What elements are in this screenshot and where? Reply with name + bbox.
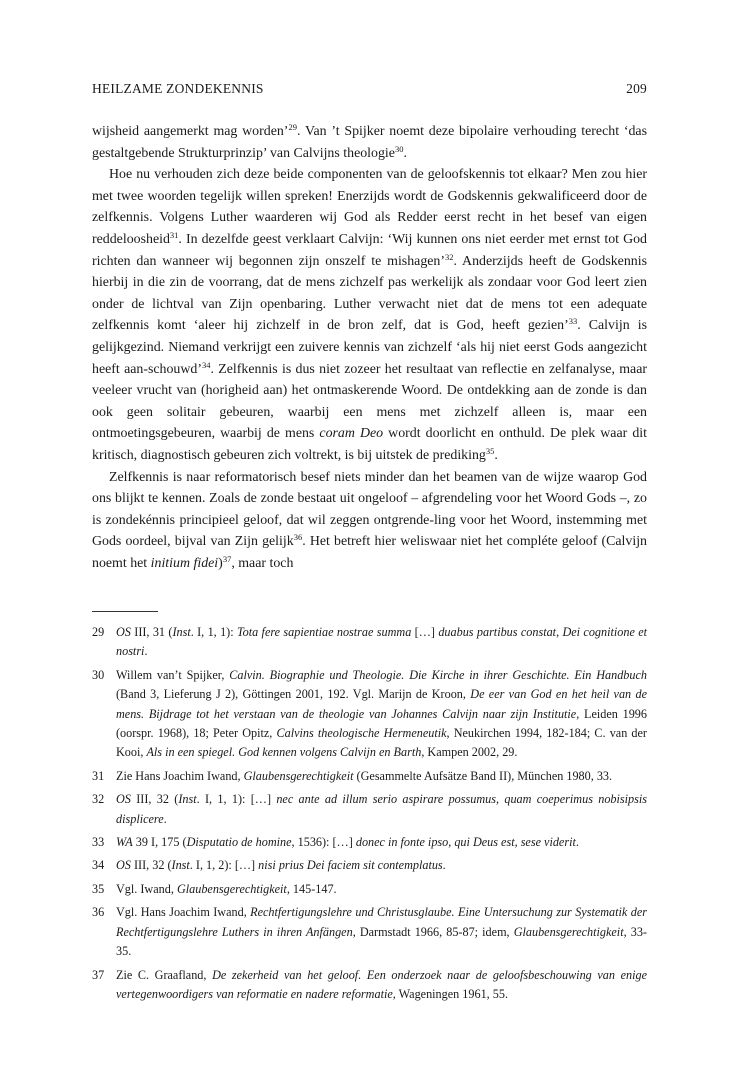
text-run: , 1536): […] (291, 835, 356, 850)
text-run: . Calvijn is gelijkgezind. Niemand verkrijgt een zuivere kennis van zichzelf ‘als hij niet eerst Gods aangezicht heeft aan-schouwd’ (92, 318, 647, 377)
italic-run: Glaubensgerechtigkeit (513, 924, 624, 939)
footnote-text (116, 767, 647, 786)
text-run: . In dezelfde geest verklaart Calvijn: ‘Wij kunnen ons niet eerder met ernst tot God richten dan wanneer wij begonnen zijn onszelf te mishagen’ (92, 231, 647, 269)
italic-run: Inst (172, 625, 191, 639)
text-run: , Neukirchen 1994, 182-184; C. van der Kooi, (116, 726, 647, 760)
footnote-number: 35 (92, 881, 105, 896)
footnote-number: 30 (92, 667, 105, 682)
italic-run: donec in fonte ipso, qui Deus est, sese viderit (355, 835, 576, 850)
italic-run: initium fidei (150, 555, 219, 571)
footnote-ref-33[interactable]: 33 (568, 316, 578, 327)
text-run: . I, 1, 1): (190, 625, 237, 639)
text-run: 39 I, 175 ( (132, 835, 187, 850)
text-run: […] (411, 625, 439, 639)
italic-run: Inst (171, 858, 190, 873)
footnote-ref-30[interactable]: 30 (394, 143, 404, 154)
italic-run: Disputatio de homine (186, 835, 292, 850)
italic-run: duabus partibus constat, Dei cognitione et nostri (116, 625, 648, 659)
footnote-30 (92, 666, 647, 763)
text-run: . (163, 811, 167, 826)
text-run: , 33-35. (116, 924, 647, 959)
text-run: . (144, 644, 148, 659)
footnote-text (116, 880, 647, 899)
running-title: HEILZAME ZONDEKENNIS (92, 81, 264, 96)
text-run: III, 32 ( (130, 792, 179, 807)
footnote-number: 29 (92, 625, 105, 639)
text-run: wordt doorlicht en onthuld. De plek waar dit kritisch, diagnostisch gebeuren zich voltrekt, is bij uitstek de prediking (92, 426, 647, 463)
page-number: 209 (626, 81, 647, 96)
italic-run: Tota fere sapientiae nostrae summa (236, 625, 412, 639)
text-run: . (575, 835, 579, 850)
text-run: . I, 1, 1): […] (196, 792, 277, 807)
italic-run: Inst (178, 792, 197, 807)
italic-run: coram Deo (319, 426, 384, 442)
text-run: III, 32 ( (130, 858, 172, 873)
footnote-34 (92, 856, 647, 875)
footnote-number: 31 (92, 768, 105, 783)
italic-run: Calvins theologische Hermeneutik (276, 726, 447, 741)
italic-run: nisi prius Dei faciem sit contemplatus (258, 858, 443, 873)
footnote-ref-29[interactable]: 29 (288, 122, 297, 132)
text-run: wijsheid aangemerkt mag worden’ (92, 124, 289, 139)
footnote-text (116, 856, 647, 875)
footnote-text (116, 666, 647, 763)
text-run: , Kampen 2002, 29. (421, 745, 518, 760)
text-run: . (442, 858, 446, 873)
italic-run: Rechtfertigungslehre und Christusglaube. Eine Untersuchung zur Systematik der Rechtfertigungslehre Luthers in ihren Anfängen (116, 905, 647, 939)
footnote-text (116, 903, 647, 961)
text-run: , Wageningen 1961, 55. (392, 986, 508, 1001)
footnote-ref-31[interactable]: 31 (169, 229, 179, 240)
text-run: , Darmstadt 1966, 85-87; idem, (352, 924, 514, 939)
text-run: (Gesammelte Aufsätze Band II), München 1980, 33. (353, 768, 613, 783)
text-run: , Leiden 1996 (oorspr. 1968), 18; Peter Opitz, (116, 706, 647, 741)
footnote-ref-37[interactable]: 37 (222, 553, 232, 564)
footnote-text (116, 833, 647, 852)
footnote-ref-34[interactable]: 34 (201, 359, 211, 370)
text-run: . (494, 447, 498, 463)
text-run: (Band 3, Lieferung J 2), Göttingen 2001, 192. Vgl. Marijn de Kroon, (116, 687, 471, 702)
text-run: . (403, 145, 407, 161)
footnote-29 (92, 623, 647, 662)
footnote-number: 37 (92, 967, 105, 982)
footnote-33 (92, 833, 647, 852)
text-run: Vgl. Hans Joachim Iwand, (116, 905, 251, 920)
footnote-ref-36[interactable]: 36 (293, 532, 303, 543)
italic-run: De zekerheid van het geloof. Een onderzoek naar de geloofsbeschouwing van enige vertegenwoordigers van reformatie en nadere reformatie (116, 967, 647, 1001)
text-run: , maar toch (231, 555, 294, 571)
text-run: . Van ’t Spijker noemt deze bipolaire verhouding terecht ‘das gestaltgebende Strukturprinzip’ van Calvijns theologie (92, 124, 647, 161)
italic-run: Calvin. Biographie und Theologie. Die Kirche in ihrer Geschichte. Ein Handbuch (229, 667, 648, 682)
running-head (92, 81, 647, 97)
paragraph-3 (92, 467, 647, 575)
footnote-36 (92, 903, 647, 961)
text-run: III, 31 ( (130, 625, 173, 639)
italic-run: OS (116, 792, 131, 807)
footnotes (92, 623, 647, 1008)
text-run: Hoe nu verhouden zich deze beide componenten van de geloofskennis tot elkaar? Men zou hier met twee woorden tegelijk willen spreken! Enerzijds wordt de Godskennis gekwalificeerd door de zelfkennis. Volgens Luther waarderen wij God als Redder eerst recht in het besef van eigen reddeloosheid (92, 167, 647, 247)
italic-run: Glaubensgerechtigkeit (243, 768, 354, 783)
footnote-ref-32[interactable]: 32 (445, 251, 454, 262)
italic-run: Glaubensgerechtigkeit (176, 881, 287, 896)
footnote-separator (92, 611, 158, 612)
body-text (92, 121, 647, 574)
footnote-number: 33 (92, 835, 105, 850)
text-run: , 145-147. (286, 881, 337, 896)
italic-run: OS (116, 858, 131, 873)
text-run: Vgl. Iwand, (116, 881, 177, 896)
footnote-ref-35[interactable]: 35 (485, 445, 495, 456)
footnote-text (116, 966, 647, 1005)
italic-run: De eer van God en het heil van de mens. Bijdrage tot het verstaan van de theologie van Johannes Calvijn naar zijn Institutie (116, 687, 647, 721)
paragraph-1 (92, 121, 647, 164)
footnote-number: 32 (92, 792, 105, 807)
footnote-text (116, 790, 647, 829)
italic-run: WA (116, 835, 133, 850)
footnote-text (116, 623, 647, 662)
footnote-number: 36 (92, 905, 105, 920)
footnote-31 (92, 767, 647, 786)
text-run: Zie C. Graafland, (116, 967, 213, 982)
text-run: Zelfkennis is naar reformatorisch besef niets minder dan het beamen van de wijze waarop God ons blijkt te kennen. Zoals de zonde bestaat uit ongeloof – afgrendeling voor het Woord Gods –, zo is zondekénnis principieel geloof, dat wil zeggen ontgrende-ling voor het Woord, instemming met Gods oordeel, bijval van Zijn gelijk (92, 469, 647, 550)
footnote-32 (92, 790, 647, 829)
italic-run: OS (116, 625, 131, 639)
text-run: . Anderzijds heeft de Godskennis hierbij in die zin de voorrang, dat de mens zichzelf pas werkelijk als zondaar voor God leert zien onder de lichtval van Zijn openbaring. Luther verwacht niet dat de mens tot een adequate zelfkennis komt ‘aleer hij zichzelf in de bron zelf, dat is God, heeft gezien’ (92, 253, 647, 334)
footnote-37 (92, 966, 647, 1005)
italic-run: Als in een spiegel. God kennen volgens Calvijn en Barth (146, 745, 422, 760)
text-run: ) (218, 555, 223, 571)
text-run: . Zelfkennis is dus niet zozeer het resultaat van reflectie en zelfanalyse, maar veeleer vrucht van (horigheid aan) het ontmaskerende Woord. De ontdekking aan de zonde is dan ook geen solitair gebeuren, waarbij een mens met zichzelf alleen is, maar een ontmoetingsgebeuren, waarbij de mens (92, 361, 647, 442)
text-run: Willem van’t Spijker, (116, 667, 230, 682)
paragraph-2 (92, 164, 647, 466)
text-run: . I, 1, 2): […] (189, 858, 259, 873)
italic-run: nec ante ad illum serio aspirare possumus, quam coeperimus nobisipsis displicere (116, 792, 648, 826)
footnote-35 (92, 880, 647, 899)
text-run: Zie Hans Joachim Iwand, (116, 768, 244, 783)
text-run: . Het betreft hier weliswaar niet het compléte geloof (Calvijn noemt het (92, 534, 647, 571)
footnote-number: 34 (92, 858, 105, 873)
